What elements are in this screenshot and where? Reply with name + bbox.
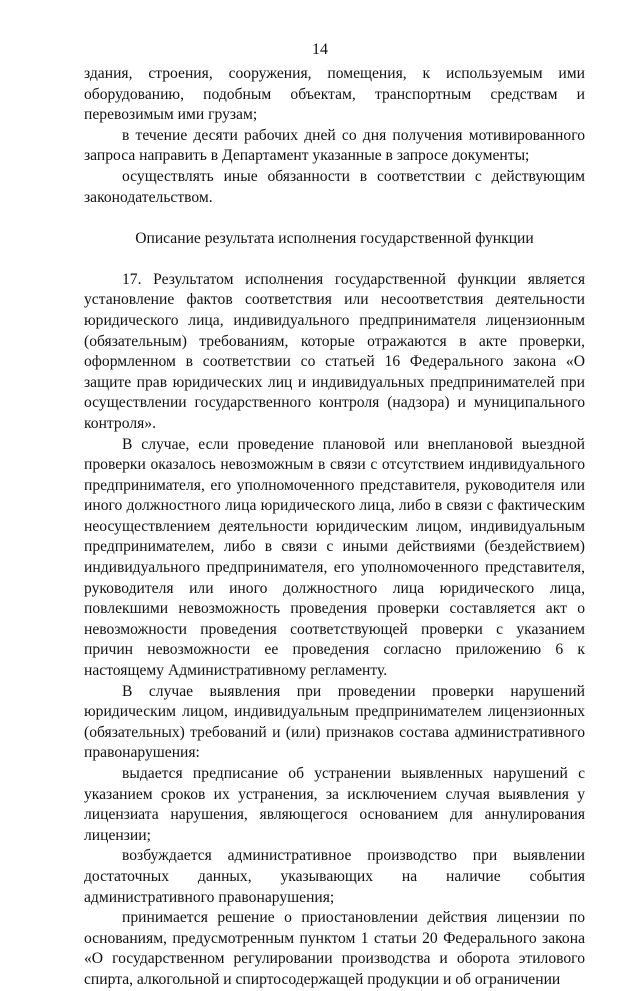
page-number: 14 [312, 41, 328, 58]
section-heading: Описание результата исполнения государственной функции [135, 230, 534, 248]
paragraph: здания, строения, сооружения, помещения, к используемым ими оборудованию, подобным объектам, транспортным средствам и перевозимым ими грузам; [84, 65, 585, 124]
paragraph: возбуждается административное производство при выявлении достаточных данных, указывающих на наличие события административного правонарушения; [84, 847, 585, 906]
paragraph: принимается решение о приостановлении действия лицензии по основаниям, предусмотренным пунктом 1 статьи 20 Федерального закона «О государственном регулировании производства и оборота этилового спирта, алкогольной и спиртосодержащей продукции и об ограничении [84, 909, 585, 988]
paragraph: 17. Результатом исполнения государственной функции является установление фактов соответствия или несоответствия деятельности юридического лица, индивидуального предпринимателя лицензионным (обязательным) требованиям, которые отражаются в акте проверки, оформленном в соответствии со статьей 16 Федерального закона «О защите прав юридических лиц и индивидуальных предпринимателей при осуществлении государственного контроля (надзора) и муниципального контроля». [84, 270, 585, 432]
paragraph: осуществлять иные обязанности в соответствии с действующим законодательством. [84, 167, 585, 206]
document-body [84, 64, 585, 991]
paragraph: выдается предписание об устранении выявленных нарушений с указанием сроков их устранения, за исключением случая выявления у лицензиата нарушения, являющегося основанием для аннулирования лицензии; [84, 765, 585, 844]
paragraph: В случае, если проведение плановой или внеплановой выездной проверки оказалось невозможным в связи с отсутствием индивидуального предпринимателя, его уполномоченного представителя, руководителя или иного должностного лица юридического лица, либо в связи с фактическим неосуществлением деятельности юридическим лицом, индивидуальным предпринимателем, либо в связи с иными действиями (бездействием) индивидуального предпринимателя, его уполномоченного представителя, руководителя или иного должностного лица юридического лица, повлекшими невозможность проведения проверки составляется акт о невозможности проведения соответствующей проверки с указанием причин невозможности ее проведения согласно приложению 6 к настоящему Административному регламенту. [84, 435, 585, 680]
paragraph: в течение десяти рабочих дней со дня получения мотивированного запроса направить в Департамент указанные в запросе документы; [84, 126, 585, 165]
paragraph: В случае выявления при проведении проверки нарушений юридическим лицом, индивидуальным предпринимателем лицензионных (обязательных) требований и (или) признаков состава административного правонарушения: [84, 682, 585, 762]
